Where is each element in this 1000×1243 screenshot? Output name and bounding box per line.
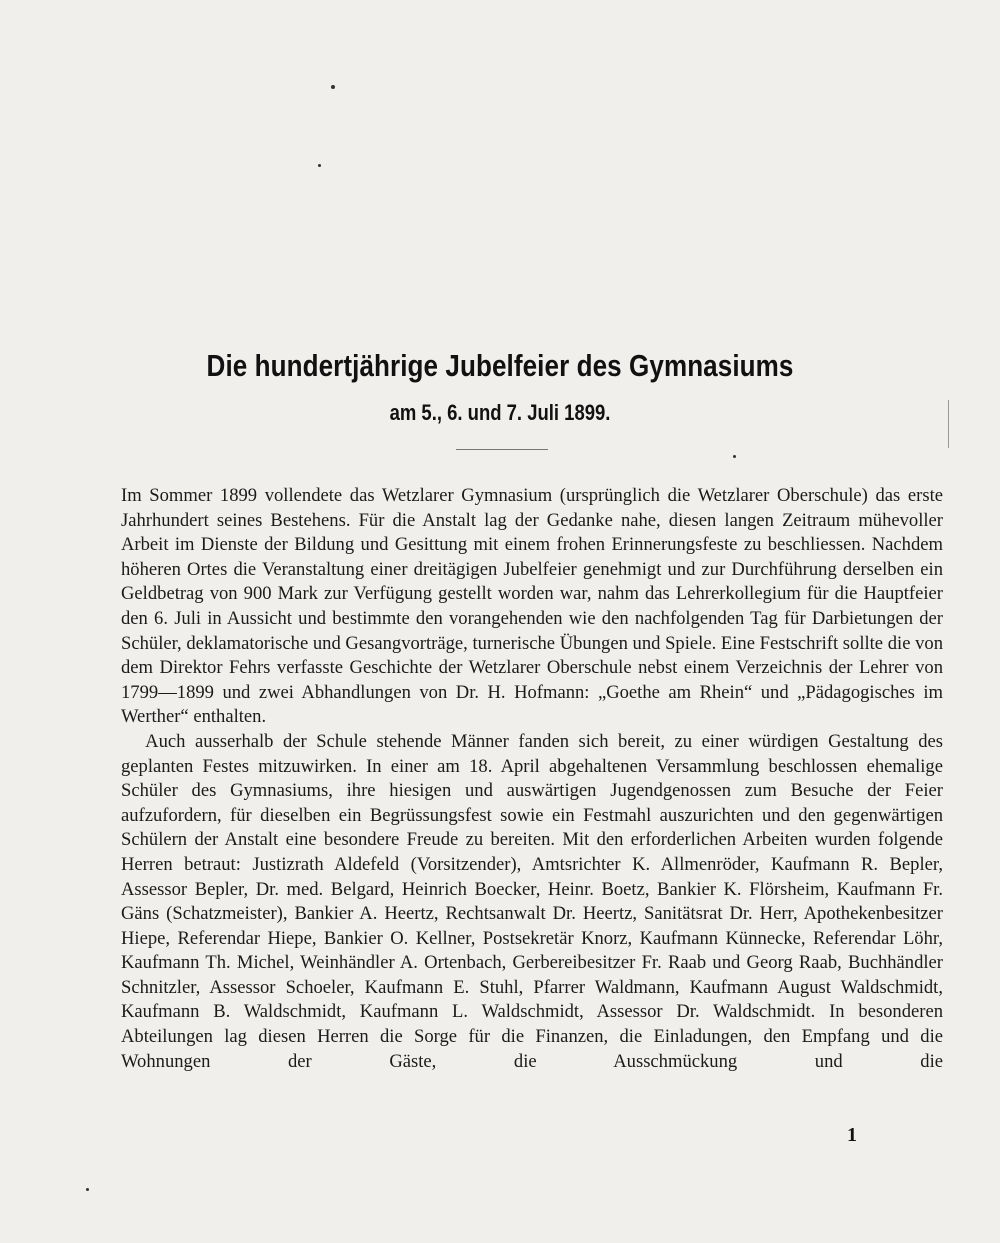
page-subtitle: am 5., 6. und 7. Juli 1899.	[389, 400, 611, 425]
ink-speck	[318, 164, 321, 167]
ink-speck	[331, 85, 335, 89]
title-divider	[456, 449, 548, 450]
paragraph-2: Auch ausserhalb der Schule stehende Männer fanden sich bereit, zu einer würdigen Gestaltung des geplanten Festes mitzuwirken. In einer am 18. April abgehaltenen Versammlung beschlossen ehemalige Schüler des Gymnasiums, ihre hiesigen und auswärtigen Jugendgenossen zum Besuche der Feier aufzufordern, für dieselben ein Begrüssungsfest sowie ein Festmahl auszurichten und den gegenwärtigen Schülern der Anstalt eine besondere Freude zu bereiten. Mit den erforderlichen Arbeiten wurden folgende Herren betraut: Justizrath Aldefeld (Vorsitzender), Amtsrichter K. Allmenröder, Kaufmann R. Bepler, Assessor Bepler, Dr. med. Belgard, Heinrich Boecker, Heinr. Boetz, Bankier K. Flörsheim, Kaufmann Fr. Gäns (Schatzmeister), Bankier A. Heertz, Rechtsanwalt Dr. Heertz, Sanitätsrat Dr. Herr, Apothekenbesitzer Hiepe, Referendar Hiepe, Bankier O. Kellner, Postsekretär Knorz, Kaufmann Künnecke, Referendar Löhr, Kaufmann Th. Michel, Weinhändler A. Ortenbach, Gerbereibesitzer Fr. Raab und Georg Raab, Buchhändler Schnitzler, Assessor Schoeler, Kaufmann E. Stuhl, Pfarrer Waldmann, Kaufmann August Waldschmidt, Kaufmann B. Waldschmidt, Kaufmann L. Waldschmidt, Assessor Dr. Waldschmidt. In besonderen Abteilungen lag diesen Herren die Sorge für die Finanzen, die Einladungen, den Empfang und die Wohnungen der Gäste, die Ausschmückung und die	[121, 730, 943, 1072]
paragraph-1: Im Sommer 1899 vollendete das Wetzlarer Gymnasium (ursprünglich die Wetzlarer Oberschule) das erste Jahrhundert seines Bestehens. Für die Anstalt lag der Gedanke nahe, diesen langen Zeitraum mühevoller Arbeit im Dienste der Bildung und Gesittung mit einem frohen Erinnerungsfeste zu beschliessen. Nachdem höheren Ortes die Veranstaltung einer dreitägigen Jubelfeier genehmigt und zur Durchführung derselben ein Geldbetrag von 900 Mark zur Verfügung gestellt worden war, nahm das Lehrerkollegium für die Hauptfeier den 6. Juli in Aussicht und bestimmte den vorangehenden wie den nachfolgenden Tag für Darbietungen der Schüler, deklamatorische und Gesangvorträge, turnerische Übungen und Spiele. Eine Festschrift sollte die von dem Direktor Fehrs verfasste Geschichte der Wetzlarer Oberschule nebst einem Verzeichnis der Lehrer von 1799—1899 und zwei Abhandlungen von Dr. H. Hofmann: „Goethe am Rhein“ und „Pädagogisches im Werther“ enthalten.	[121, 485, 943, 728]
margin-mark	[948, 400, 949, 448]
page-title: Die hundertjährige Jubelfeier des Gymnasiums	[206, 348, 794, 383]
page-number: 1	[847, 1124, 857, 1146]
reverse-page-bleed-through	[50, 128, 950, 378]
ink-speck	[86, 1188, 89, 1191]
body-text	[121, 484, 943, 1074]
ink-speck	[733, 455, 736, 458]
